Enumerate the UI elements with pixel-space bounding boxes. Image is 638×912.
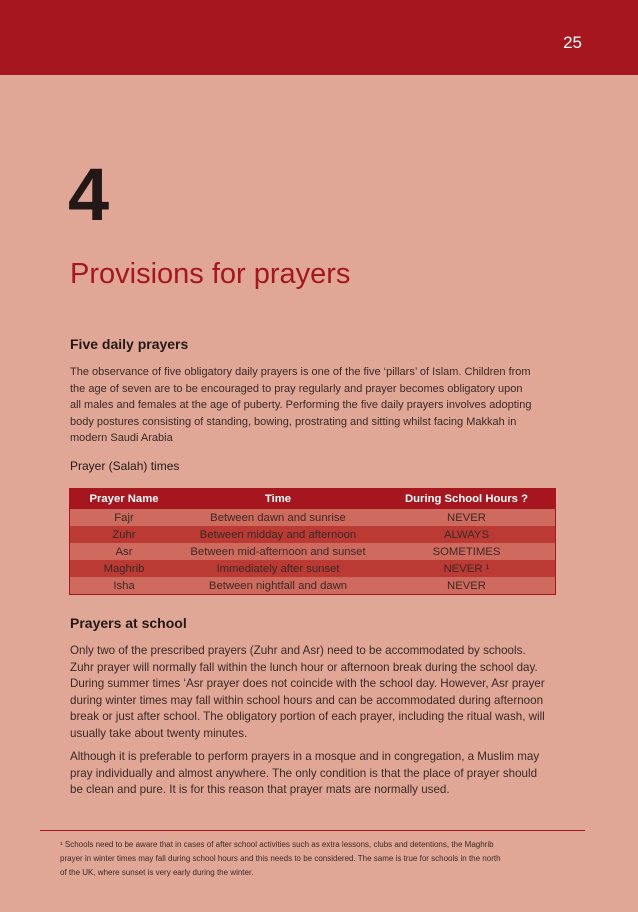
- cell-time: Between dawn and sunrise: [178, 509, 378, 526]
- prayer-times-table: [69, 488, 556, 595]
- paragraph-line: body postures consisting of standing, bowing, prostrating and sitting whilst facing Makkah in: [70, 415, 517, 428]
- table-row: [70, 509, 556, 526]
- cell-school-hours: SOMETIMES: [378, 543, 556, 560]
- paragraph-line: pray individually and almost anywhere. The only condition is that the place of prayer should: [70, 766, 538, 780]
- cell-prayer-name: Zuhr: [70, 526, 179, 543]
- cell-time: Between mid-afternoon and sunset: [178, 543, 378, 560]
- paragraph-line: Zuhr prayer will normally fall within the lunch hour or afternoon break during the school day.: [70, 660, 538, 674]
- paragraph-line: all males and females at the age of puberty. Performing the five daily prayers involves adopting: [70, 399, 532, 411]
- section-heading-prayers-at-school: Prayers at school: [70, 615, 187, 631]
- intro-paragraph: [70, 364, 560, 447]
- footnote-line: of the UK, where sunset is very early during the winter.: [60, 868, 254, 877]
- footnote-line: ¹ Schools need to be aware that in cases of after school activities such as extra lessons, clubs and detentions, the Maghrib: [60, 840, 494, 849]
- cell-time: Immediately after sunset: [178, 560, 378, 577]
- cell-time: Between nightfall and dawn: [178, 577, 378, 595]
- chapter-number: 4: [68, 153, 110, 236]
- cell-time: Between midday and afternoon: [178, 526, 378, 543]
- column-header-school-hours: During School Hours ?: [378, 489, 556, 510]
- cell-prayer-name: Fajr: [70, 509, 179, 526]
- column-header-prayer-name: Prayer Name: [70, 489, 179, 510]
- section-heading-five-daily-prayers: Five daily prayers: [70, 336, 189, 352]
- paragraph-line: The observance of five obligatory daily prayers is one of the five ‘pillars’ of Islam. Children from: [70, 366, 531, 378]
- cell-prayer-name: Isha: [70, 577, 179, 595]
- paragraph-line: usually take about twenty minutes.: [70, 726, 248, 740]
- table-row: [70, 560, 556, 577]
- cell-school-hours: NEVER: [378, 577, 556, 595]
- column-header-time: Time: [178, 489, 378, 510]
- paragraph-line: modern Saudi Arabia: [70, 432, 173, 444]
- table-row: [70, 577, 556, 595]
- paragraph-line: be clean and pure. It is for this reason that prayer mats are normally used.: [70, 783, 450, 796]
- paragraph-line: Although it is preferable to perform prayers in a mosque and in congregation, a Muslim may: [70, 750, 540, 763]
- footnote-divider: [40, 830, 585, 831]
- cell-prayer-name: Maghrib: [70, 560, 179, 577]
- table-caption: Prayer (Salah) times: [70, 459, 180, 473]
- footnote: [60, 838, 560, 880]
- page-number: 25: [563, 33, 582, 52]
- cell-school-hours: ALWAYS: [378, 526, 556, 543]
- cell-prayer-name: Asr: [70, 543, 179, 560]
- cell-school-hours: NEVER ¹: [378, 560, 556, 577]
- school-paragraph-1: [70, 643, 560, 742]
- paragraph-line: During summer times ‘Asr prayer does not coincide with the school day. However, Asr prayer: [70, 677, 545, 690]
- cell-school-hours: NEVER: [378, 509, 556, 526]
- paragraph-line: during winter times may fall within school hours and can be accommodated during afternoon: [70, 693, 544, 707]
- school-paragraph-2: [70, 749, 560, 799]
- table-header-row: [70, 489, 556, 510]
- footnote-line: prayer in winter times may fall during school hours and this needs to be considered. The same is true for schools in the north: [60, 854, 501, 863]
- table-row: [70, 526, 556, 543]
- header-bar: [0, 0, 638, 75]
- paragraph-line: Only two of the prescribed prayers (Zuhr and Asr) need to be accommodated by schools.: [70, 644, 526, 657]
- chapter-title: Provisions for prayers: [70, 258, 351, 290]
- table-row: [70, 543, 556, 560]
- paragraph-line: break or just after school. The obligatory portion of each prayer, including the ritual wash, will: [70, 710, 545, 723]
- paragraph-line: the age of seven are to be encouraged to pray regularly and prayer becomes obligatory upon: [70, 382, 523, 395]
